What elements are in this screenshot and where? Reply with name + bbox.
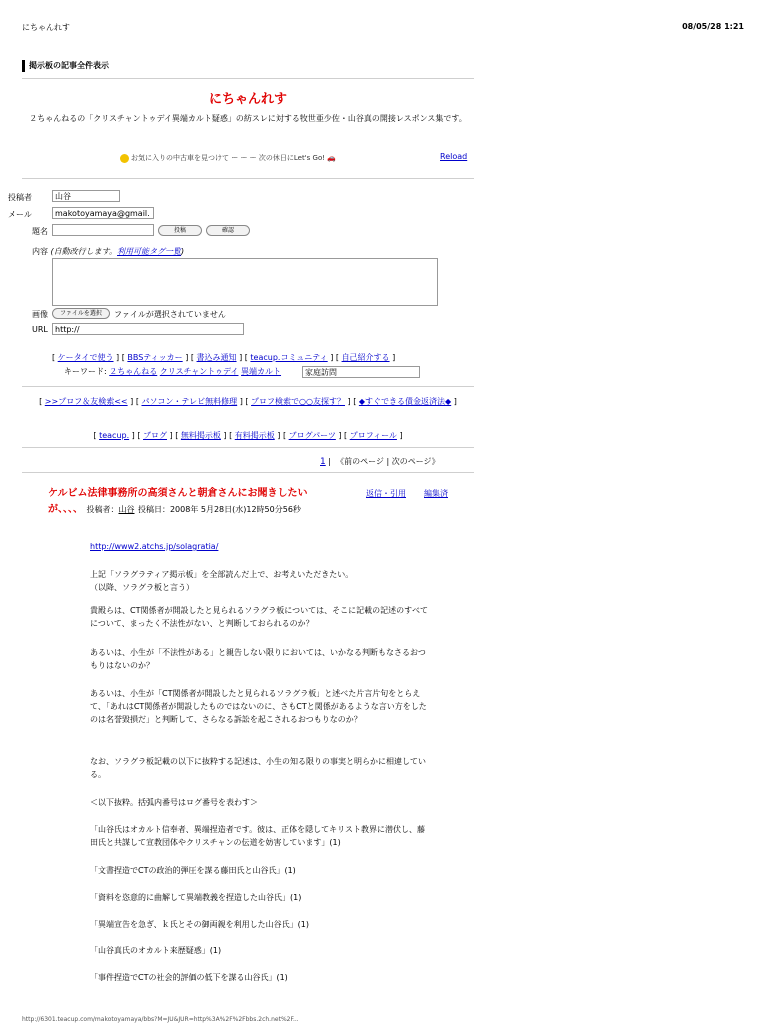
content-note: (自動改行します。 [50,247,118,256]
edit-link[interactable]: 編集済 [424,489,448,498]
post-paragraph: 「文書捏造でCTの政治的弾圧を謀る藤田氏と山谷氏」(1) [90,866,296,875]
subject-label: 題名 [32,227,48,236]
post-author-label: 投稿者： [86,505,119,514]
post-date: 投稿日：2008年 5月28日(水)12時50分56秒 [137,505,301,514]
post-paragraph: あるいは、小生が「不法性がある」と親告しない限りにおいては、いかなる判断もなさるおつもりはないのか？ [90,648,426,670]
keyword-search-input[interactable]: 家庭訪問 [302,366,420,378]
car-icon: 🚗 [327,154,336,162]
divider [22,386,474,387]
profile-link[interactable]: プロフィール [349,431,397,440]
blog-parts-link[interactable]: ブログパーツ [288,431,336,440]
reload-link[interactable]: Reload [440,152,468,161]
mobile-link[interactable]: ケータイで使う [57,353,114,362]
divider [22,78,474,79]
post-paragraph: 「異端宣告を急ぎ、ｋ氏とその御両親を利用した山谷氏」(1) [90,920,310,929]
author-input[interactable]: 山谷 [52,190,120,202]
sponsor-link[interactable]: >>プロフ＆友検索<< [44,397,128,406]
post-paragraph: 上記「ソラグラティア掲示板」を全部読んだ上で、お考えいただきたい。 （以降、ソラグラ板と言う） [90,570,354,592]
content-textarea[interactable] [52,258,438,306]
sponsor-link[interactable]: ◆すぐできる債金返済法◆ [358,397,452,406]
divider [22,447,474,448]
keyword-link[interactable]: ２ちゃんねる [109,367,158,376]
prev-page: 《前のページ [336,457,384,466]
pager [320,456,440,467]
keywords-label: キーワード: [64,367,107,376]
url-label: URL [32,325,48,334]
author-label: 投稿者 [8,193,32,202]
blog-link[interactable]: ブログ [143,431,168,440]
teacup-link[interactable]: teacup. [99,431,130,440]
paid-bbs-link[interactable]: 有料掲示板 [234,431,275,440]
divider [22,178,474,179]
section-title: 掲示板の記事全件表示 [22,60,109,72]
page-footer-url: http://6301.teacup.com/makotoyamaya/bbs?M=JU&JUR=http%3A%2F%2Fbbs.2ch.net%2F... [22,1016,299,1023]
print-datetime: 08/05/28 1:21 [682,22,744,31]
post-paragraph: ＜以下抜粋。括弧内番号はログ番号を表わす＞ [90,798,258,807]
community-link[interactable]: teacup.コミュニティ [250,353,328,362]
keywords-row [64,366,281,377]
post-paragraph: なお、ソラグラ板記載の以下に抜粋する記述は、小生の知る限りの事実と明らかに相違している。 [90,757,426,779]
pager-sep: | [386,457,390,466]
page-number-link[interactable]: 1 [320,457,326,467]
mail-input[interactable]: makotoyamaya@gmail. [52,207,154,219]
content-label: 内容 [32,247,48,256]
teacup-links: [ teacup. ] [ ブログ ] [ 無料掲示板 ] [ 有料掲示板 ] [ ブログパーツ ] [ プロフィール ] [93,431,403,440]
next-page: 次のページ》 [391,457,440,466]
tag-list-link[interactable]: 利用可能タグ一覧 [117,247,182,256]
post-paragraph: 貴殿らは、CT関係者が開設したと見られるソラグラ板については、そこに記載の記述のすべてについて、まったく不法性がない、と判断しておられるのか？ [90,606,428,628]
reply-link[interactable]: 返信・引用 [366,489,406,498]
keyword-link[interactable]: クリスチャントゥデイ [159,367,239,376]
window-title: にちゃんれす [22,23,70,32]
subject-input[interactable] [52,224,154,236]
sponsor-link[interactable]: プロフ検索で○○友探す？ [251,397,346,406]
post-button[interactable]: 投稿 [158,225,202,236]
file-select-button[interactable]: ファイルを選択 [52,308,110,319]
sponsor-link[interactable]: パソコン・テレビ無料修理 [141,397,238,406]
site-title: にちゃんれす [208,92,287,107]
free-bbs-link[interactable]: 無料掲示板 [180,431,221,440]
post-title: ケルビム法律事務所の高須さんと朝倉さんにお聞きしたいが、、、、 [48,488,308,515]
post-paragraph: 「事件捏造でCTの社会的評価の低下を謀る山谷氏」(1) [90,973,288,982]
post-url-link[interactable]: http://www2.atchs.jp/solagratia/ [90,542,219,551]
post-paragraph: あるいは、小生が「CT関係者が開設したと見られるソラグラ板」と述べた片言片句をとらえて、「あれはCT関係者が開設したものではないのに、さもCTと関係があるような言い方をしたのは名誉毀損だ」と判断して、さらなる訴訟を起こされるおつもりなのか？ [90,689,427,724]
post-heading [48,486,338,518]
file-status: ファイルが選択されていません [114,310,226,319]
ticker-link[interactable]: BBSティッカー [127,353,183,362]
divider [22,472,474,473]
sponsor-links: [ >>プロフ＆友検索<< ] [ パソコン・テレビ無料修理 ] [ プロフ検索で○○友探す？ ] [ ◆すぐできる債金返済法◆ ] [39,397,457,406]
post-paragraph: 「資料を恣意的に曲解して異端教義を捏造した山谷氏」(1) [90,893,302,902]
post-paragraph: 「山谷真氏のオカルト来歴疑惑」(1) [90,946,222,955]
self-intro-link[interactable]: 自己紹介する [341,353,390,362]
content-label-row [32,246,184,257]
smiley-icon [120,154,129,163]
image-label: 画像 [32,310,48,319]
content-note-close: ) [181,247,185,256]
pager-sep: | [328,457,331,466]
ad-line[interactable] [120,153,336,163]
service-links: [ ケータイで使う ] [ BBSティッカー ] [ 書込み通知 ] [ teacup.コミュニティ ] [ 自己紹介する ] [52,353,396,362]
post-paragraph: 「山谷氏はオカルト信奉者、異端捏造者です。彼は、正体を隠してキリスト教界に潜伏し、藤田氏と共謀して宣教団体やクリスチャンの伝道を妨害しています」(1) [90,825,425,847]
confirm-button[interactable]: 確認 [206,225,250,236]
keyword-link[interactable]: 異端カルト [241,367,282,376]
ad-text: お気に入りの中古車を見つけて ー ー ー 次の休日にLet's Go! [131,154,328,162]
post-author-link[interactable]: 山谷 [118,505,135,514]
url-input[interactable]: http:// [52,323,244,335]
site-description: ２ちゃんねるの「クリスチャントゥデイ異端カルト疑惑」の紡スレに対する牧世亜少佐・山谷真の開接レスポンス集です。 [29,114,467,123]
mail-label: メール [8,210,32,219]
notify-link[interactable]: 書込み通知 [196,353,237,362]
